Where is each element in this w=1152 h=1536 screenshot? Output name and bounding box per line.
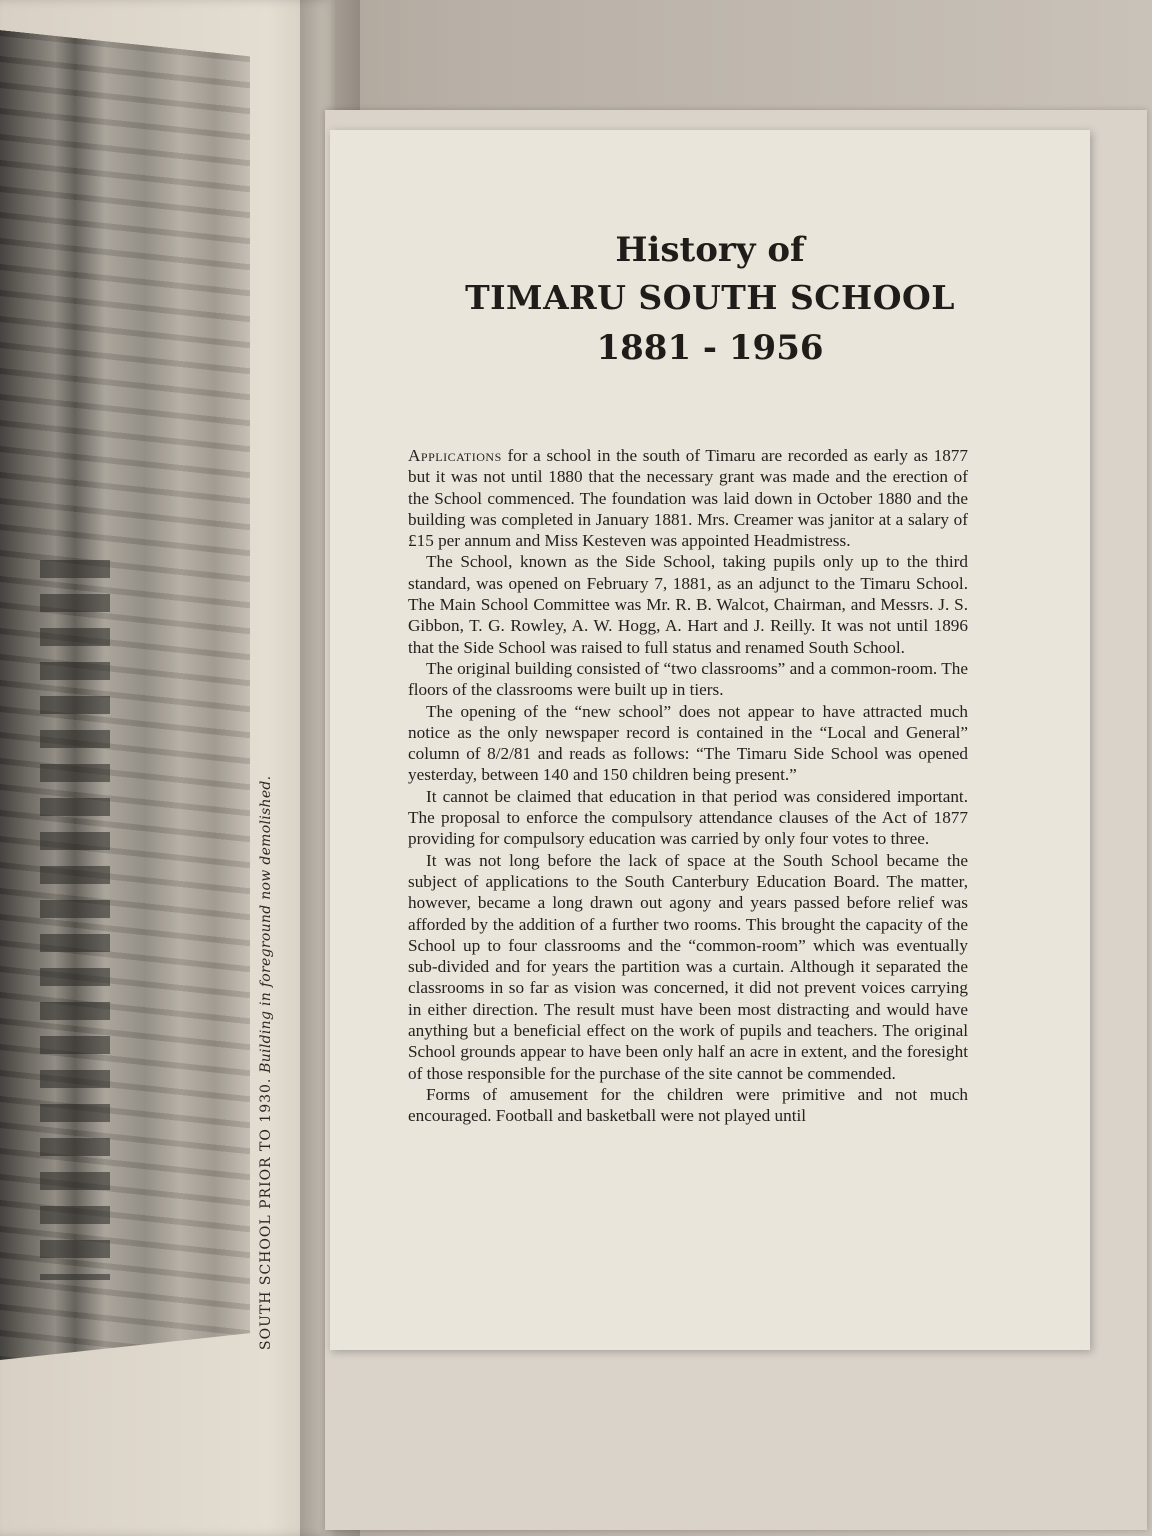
paragraph-2: The School, known as the Side School, taking pupils only up to the third standard, was opened on February 7, 1881, as an adjunct to the Timaru School. The Main School Committee was Mr. R. B. Walcot, Chairman, and Messrs. J. S. Gibbon, T. G. Rowley, A. W. Hogg, A. Hart and J. Reilly. It was not until 1896 that the Side School was raised to full status and renamed South School. [408, 552, 968, 657]
title-line-1: History of [615, 230, 805, 270]
paragraph-1-text: for a school in the south of Timaru are recorded as early as 1877 but it was not until 1880 that the necessary grant was made and the erection of the School commenced. The foundation was laid down in October 1880 and the building was completed in January 1881. Mrs. Creamer was janitor at a salary of £15 per annum and Miss Kesteven was appointed Headmistress. [408, 446, 968, 551]
caption-main: SOUTH SCHOOL PRIOR TO 1930. [258, 1077, 274, 1350]
photo-caption [258, 350, 274, 1350]
title-years: 1881 - 1956 [596, 328, 824, 368]
school-photograph [0, 30, 250, 1386]
paragraph-3: The original building consisted of “two classrooms” and a common-room. The floors of the classrooms were built up in tiers. [408, 658, 968, 700]
left-page [0, 0, 335, 1536]
paragraph-6: It was not long before the lack of space at the South School became the subject of applications to the South Canterbury Education Board. The matter, however, became a long drawn out agony and years passed before relief was afforded by the addition of a further two rooms. This brought the capacity of the School up to four classrooms and the “common-room” which was eventually sub-divided and for years the partition was a curtain. Although it separated the classrooms in so far as vision was concerned, it did not prevent voices carrying in either direction. The result must have been most distracting and would have anything but a beneficial effect on the work of pupils and teachers. The original School grounds appear to have been only half an acre in extent, and the foresight of those responsible for the purchase of the site cannot be commended. [408, 850, 968, 1083]
lead-word: Applications [408, 446, 502, 465]
article-body [408, 445, 968, 1127]
paragraph-4: The opening of the “new school” does not appear to have attracted much notice as the only newspaper record is contained in the “Local and General” column of 8/2/81 and reads as follows: “The Timaru Side School was opened yesterday, between 140 and 150 children being present.” [408, 701, 968, 785]
paragraph-5: It cannot be claimed that education in that period was considered important. The proposal to enforce the compulsory attendance clauses of the Act of 1877 providing for compulsory education was carried by only four votes to three. [408, 786, 968, 849]
paragraph-7: Forms of amusement for the children were primitive and not much encouraged. Football and basketball were not played until [408, 1084, 968, 1126]
paragraph-1 [408, 445, 968, 551]
photo-pupils [40, 560, 110, 1280]
title-line-2: TIMARU SOUTH SCHOOL [465, 278, 955, 317]
caption-italic: Building in foreground now demolished. [258, 775, 274, 1073]
right-page [330, 130, 1090, 1350]
